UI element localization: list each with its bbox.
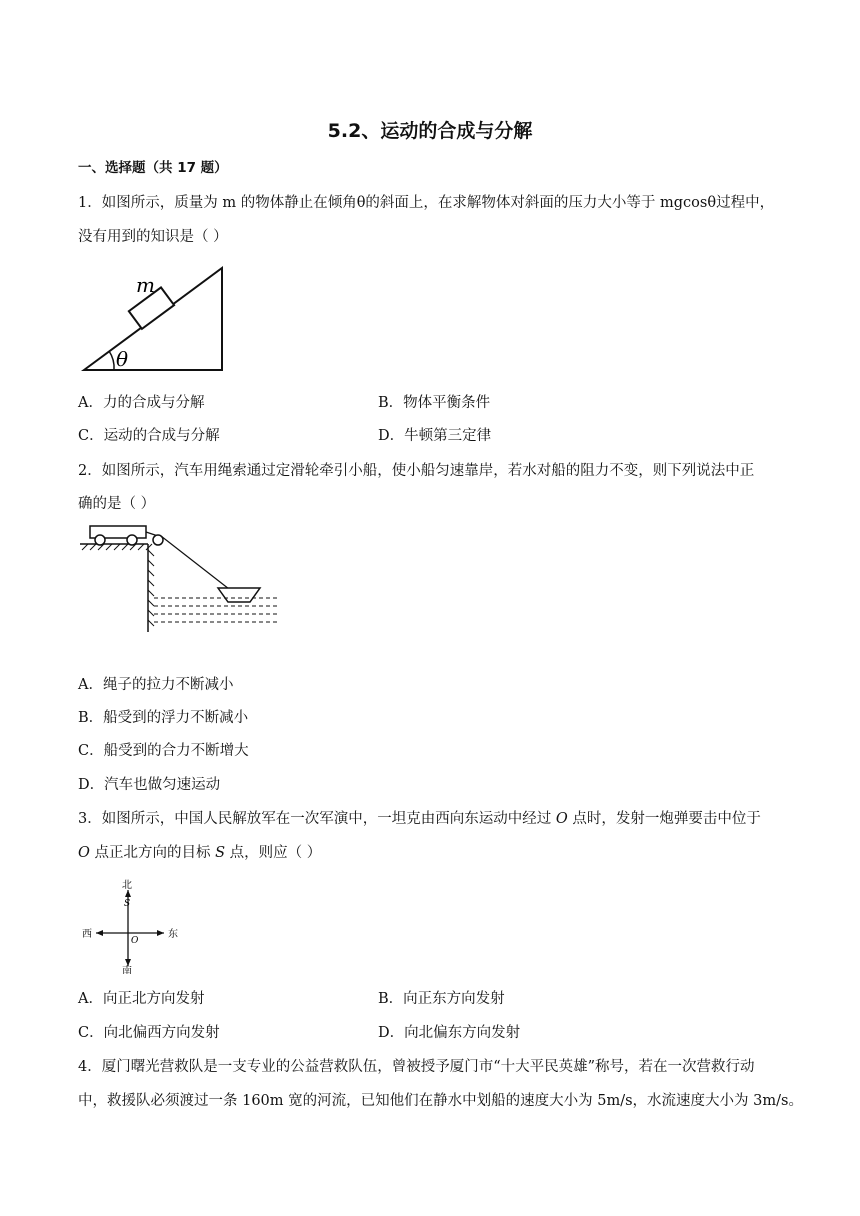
west-label: 西 [82,929,92,940]
q3-stem-line1: 3．如图所示，中国人民解放军在一次军演中，一坦克由西向东运动中经过 O 点时，发射一炮弹要击中位于 [78,811,761,827]
q2-option-c[interactable]: C．船受到的合力不断增大 [78,743,249,759]
q2-stem-line2: 确的是（ ） [78,496,156,512]
target-s-label: S [124,899,131,909]
north-label: 北 [122,880,132,891]
section-heading: 一、选择题（共 17 题） [78,160,228,176]
q3-stem-line2: O 点正北方向的目标 S 点，则应（ ） [78,845,322,861]
q3-option-a[interactable]: A．向正北方向发射 [78,991,205,1007]
q1-option-d[interactable]: D．牛顿第三定律 [378,428,492,444]
compass-figure [78,876,188,974]
q1-stem-line2: 没有用到的知识是（ ） [78,229,228,245]
q4-stem-line2: 中，救援队必须渡过一条 160m 宽的河流，已知他们在静水中划船的速度大小为 5m/s，水流速度大小为 3m/s。 [78,1093,803,1109]
east-label: 东 [168,929,178,940]
page-title: 5.2、运动的合成与分解 [327,120,533,142]
q3-option-d[interactable]: D．向北偏东方向发射 [378,1025,521,1041]
south-label: 南 [122,966,132,974]
q3-option-c[interactable]: C．向北偏西方向发射 [78,1025,220,1041]
mass-label: m [136,273,155,297]
q1-stem-line1: 1．如图所示，质量为 m 的物体静止在倾角θ的斜面上，在求解物体对斜面的压力大小等于 mgcosθ过程中， [78,195,775,211]
incline-figure [80,262,230,374]
q1-option-c[interactable]: C．运动的合成与分解 [78,428,220,444]
q4-stem-line1: 4．厦门曙光营救队是一支专业的公益营救队伍，曾被授予厦门市“十大平民英雄”称号，若在一次营救行动 [78,1059,755,1075]
q2-option-d[interactable]: D．汽车也做匀速运动 [78,777,221,793]
q2-option-a[interactable]: A．绳子的拉力不断减小 [78,677,234,693]
q1-option-a[interactable]: A．力的合成与分解 [78,395,205,411]
q2-option-b[interactable]: B．船受到的浮力不断减小 [78,710,249,726]
q1-option-b[interactable]: B．物体平衡条件 [378,395,491,411]
car-boat-figure [78,520,283,634]
angle-label: θ [116,347,129,371]
q2-stem-line1: 2．如图所示，汽车用绳索通过定滑轮牵引小船，使小船匀速靠岸，若水对船的阻力不变，则下列说法中正 [78,463,755,479]
q3-option-b[interactable]: B．向正东方向发射 [378,991,505,1007]
origin-o-label: O [131,936,139,946]
